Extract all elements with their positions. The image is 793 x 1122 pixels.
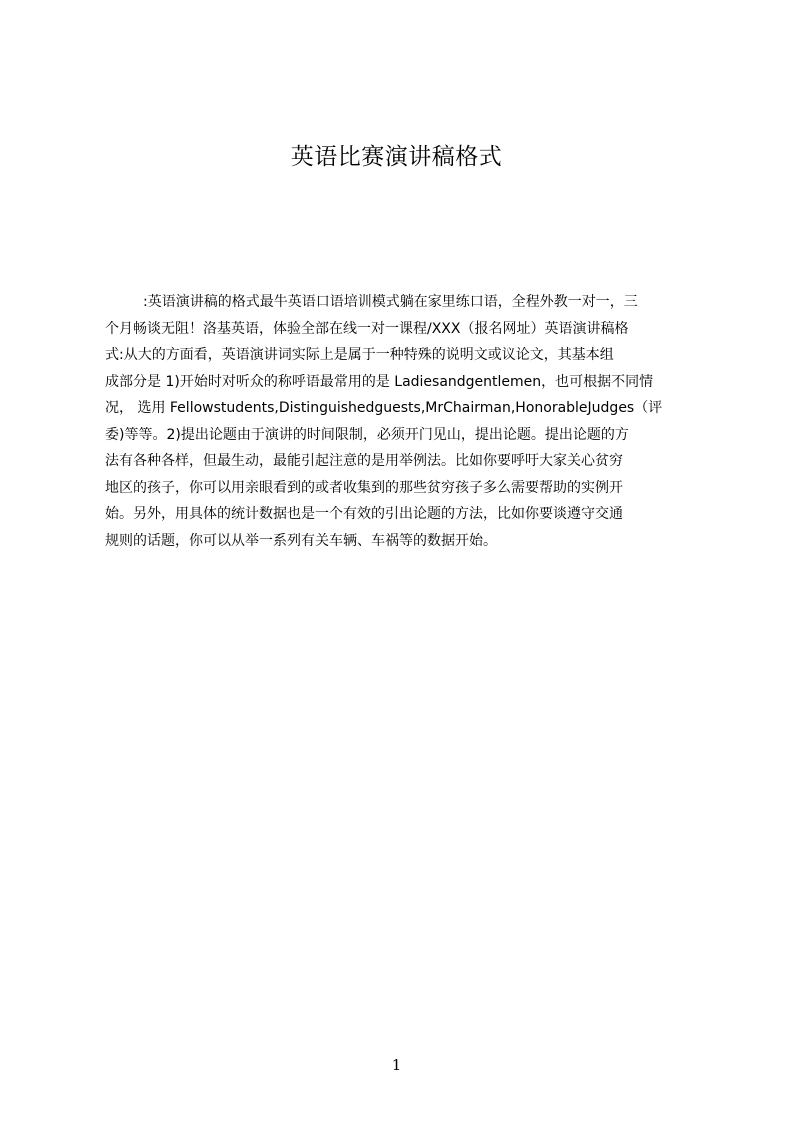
paragraph-line: 地区的孩子，你可以用亲眼看到的或者收集到的那些贫穷孩子多么需要帮助的实例开 <box>105 479 623 496</box>
paragraph-line: 个月畅谈无阻！洛基英语，体验全部在线一对一课程/XXX（报名网址）英语演讲稿格 <box>105 320 629 337</box>
paragraph-line: 成部分是 1)开始时对听众的称呼语最常用的是 Ladiesandgentlemen，也可根据不同情 <box>105 373 654 390</box>
paragraph-line: 委)等等。2)提出论题由于演讲的时间限制，必须开门见山，提出论题。提出论题的方 <box>105 426 629 443</box>
paragraph-line: 式:从大的方面看，英语演讲词实际上是属于一种特殊的说明文或议论文，其基本组 <box>105 347 614 363</box>
paragraph-line: :英语演讲稿的格式最牛英语口语培训模式躺在家里练口语，全程外教一对一，三 <box>143 294 638 310</box>
document-title: 英语比赛演讲稿格式 <box>290 144 503 170</box>
paragraph-line: 况， 选用 Fellowstudents,Distinguishedguests,MrChairman,HonorableJudges（评 <box>105 400 663 416</box>
paragraph-line: 始。另外，用具体的统计数据也是一个有效的引出论题的方法，比如你要谈遵守交通 <box>105 506 623 522</box>
page-number: 1 <box>391 1056 402 1074</box>
paragraph-line: 规则的话题，你可以从举一系列有关车辆、车祸等的数据开始。 <box>105 532 497 549</box>
body-paragraph <box>105 289 710 569</box>
paragraph-line: 法有各种各样，但最生动，最能引起注意的是用举例法。比如你要呼吁大家关心贫穷 <box>105 453 623 469</box>
